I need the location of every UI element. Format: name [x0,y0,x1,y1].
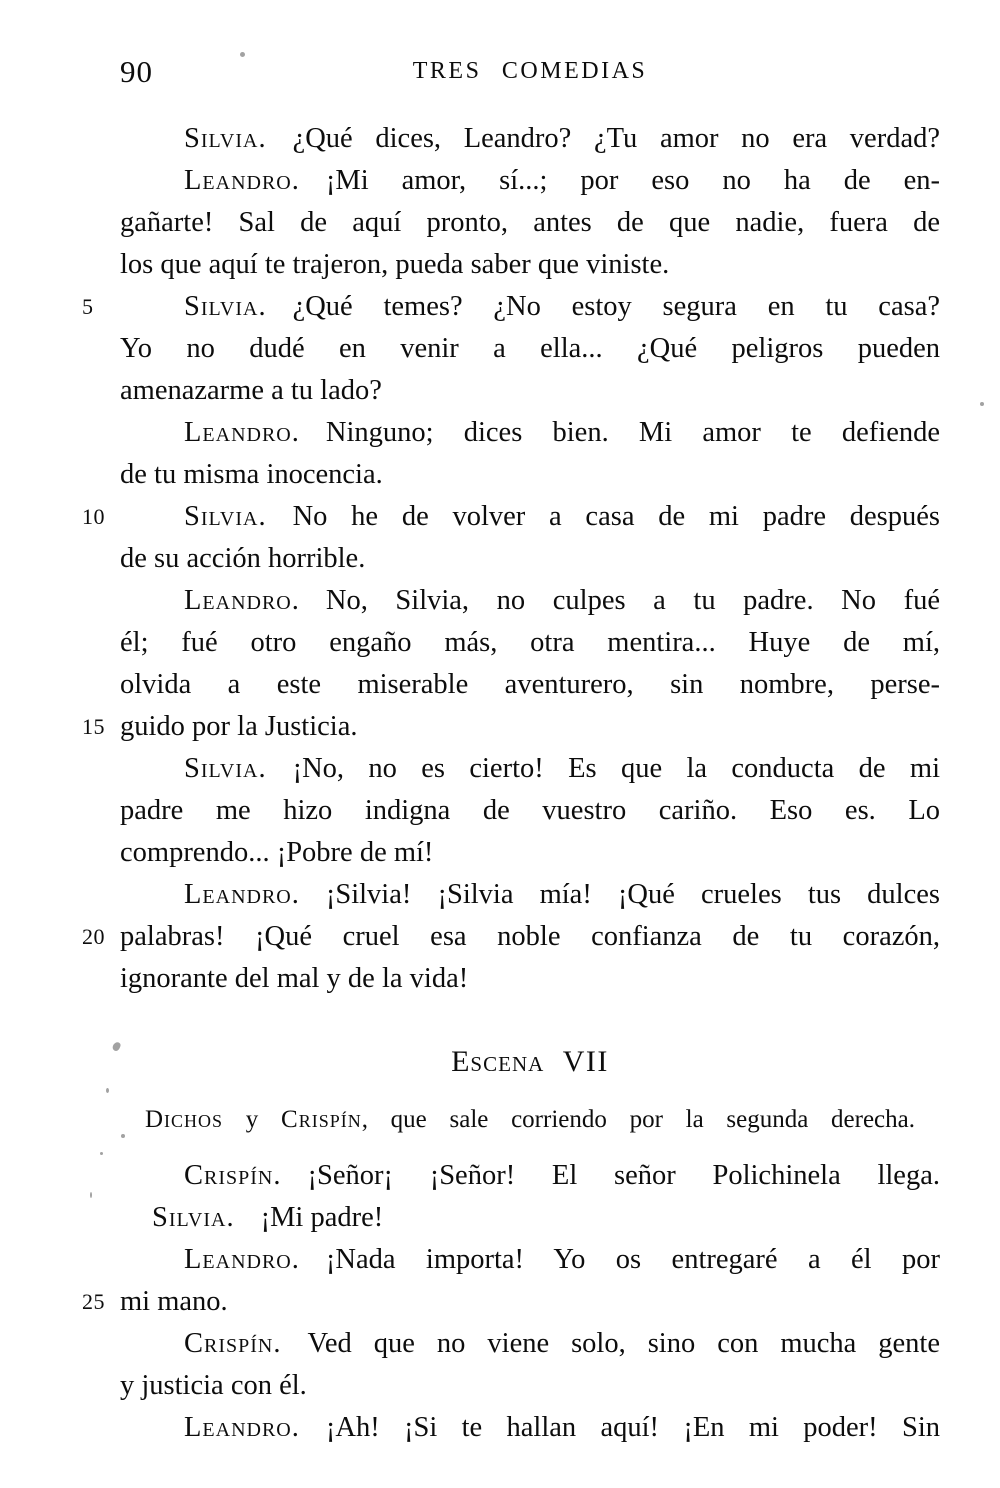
text-line [120,958,940,1000]
dialogue-text: palabras! ¡Qué cruel esa noble confianza de tu corazón, [120,921,940,952]
dialogue-text: padre me hizo indigna de vuestro cariño. Eso es. Lo [120,795,940,826]
speaker-name: Leandro. [184,879,300,910]
line-content [152,165,940,196]
line-number: 10 [82,504,105,529]
dialogue-text: ¡Mi amor, sí...; por eso no ha de en- [325,165,940,196]
dialogue-text: ¡Mi padre! [260,1202,384,1233]
text-line [120,1239,940,1281]
line-number: 15 [82,714,105,739]
scan-speck [106,1088,109,1093]
dialogue-text: Yo no dudé en venir a ella... ¿Qué peligros pueden [120,333,940,364]
text-line [120,874,940,916]
speaker-name: Leandro. [184,417,300,448]
direction-text: , que sale corriendo por la segunda derecha. [361,1106,915,1133]
text-line [82,1281,940,1323]
dialogue-text: comprendo... ¡Pobre de mí! [120,837,434,868]
text-line [120,1323,940,1365]
line-content [120,963,468,994]
line-content [120,375,382,406]
line-content [120,669,940,700]
dialogue-text: No he de volver a casa de mi padre después [292,501,940,532]
text-line [82,706,940,748]
small-caps-name: Dichos [145,1106,224,1133]
page-number: 90 [120,54,153,89]
scan-speck [100,1152,103,1155]
line-content [120,543,365,574]
line-content [120,627,940,658]
line-content [152,501,940,532]
dialogue-text: olvida a este miserable aventurero, sin nombre, perse- [120,669,940,700]
small-caps-name: Crispín [281,1106,362,1133]
text-line [120,328,940,370]
line-content [120,249,669,280]
text-line [120,160,940,202]
line-content [120,1370,307,1401]
text-line [82,286,940,328]
dialogue-text: No, Silvia, no culpes a tu padre. No fué [325,585,940,616]
line-content [152,291,940,322]
dialogue-text: mi mano. [120,1286,228,1317]
text-line [120,412,940,454]
speaker-name: Silvia. [184,501,267,532]
text-line [120,748,940,790]
page-body [82,118,940,1449]
page-header [120,52,940,96]
speaker-name: Silvia. [184,291,267,322]
small-caps-name: Escena [451,1045,545,1078]
text-line [120,538,940,580]
line-content [120,795,940,826]
dialogue-text: ¡Ah! ¡Si te hallan aquí! ¡En mi poder! Sin [325,1412,940,1443]
text-line [120,1407,940,1449]
speaker-name: Silvia. [152,1202,235,1233]
line-content [152,585,940,616]
line-content [120,711,357,742]
speaker-name: Crispín. [184,1328,282,1359]
dialogue-text: él; fué otro engaño más, otra mentira... Huye de mí, [120,627,940,658]
speaker-name: Leandro. [184,585,300,616]
running-title: TRES COMEDIAS [412,58,648,84]
line-number: 20 [82,924,105,949]
speaker-name: Crispín. [184,1160,282,1191]
dialogue-text: Ved que no viene solo, sino con mucha gente [307,1328,940,1359]
scan-speck [121,1134,125,1138]
dialogue-text: Ninguno; dices bien. Mi amor te defiende [325,417,940,448]
line-content [152,753,940,784]
direction-text: VII [544,1045,609,1078]
line-content [120,1286,228,1317]
line-content [120,207,940,238]
text-line [120,790,940,832]
stage-direction [145,1100,915,1140]
line-content [152,1160,940,1191]
dialogue-text: gañarte! Sal de aquí pronto, antes de que nadie, fuera de [120,207,940,238]
line-number: 5 [82,294,94,319]
text-line [120,832,940,874]
line-number: 25 [82,1289,105,1314]
text-line [120,202,940,244]
dialogue-text: los que aquí te trajeron, pueda saber que viniste. [120,249,670,280]
dialogue-text: ¡Nada importa! Yo os entregaré a él por [325,1244,940,1275]
text-line [120,244,940,286]
line-content [152,1328,940,1359]
text-line [120,622,940,664]
line-content [152,417,940,448]
speaker-name: Leandro. [184,165,300,196]
speaker-name: Leandro. [184,1412,300,1443]
text-line [120,1155,940,1197]
line-content [152,1412,940,1443]
dialogue-text: ignorante del mal y de la vida! [120,963,469,994]
text-line [82,496,940,538]
scene-heading [120,1040,940,1084]
text-line [120,1365,940,1407]
text-line [120,1197,940,1239]
line-content [120,921,940,952]
dialogue-text: de tu misma inocencia. [120,459,383,490]
dialogue-text: amenazarme a tu lado? [120,375,382,406]
line-content [120,837,433,868]
text-line [82,916,940,958]
line-content [152,879,940,910]
text-line [120,454,940,496]
dialogue-text: ¿Qué temes? ¿No estoy segura en tu casa? [292,291,940,322]
dialogue-text: y justicia con él. [120,1370,307,1401]
line-content [120,333,940,364]
speaker-name: Leandro. [184,1244,300,1275]
scan-speck [240,52,245,57]
dialogue-text: ¿Qué dices, Leandro? ¿Tu amor no era verdad? [292,123,940,154]
direction-text: y [223,1106,282,1133]
dialogue-text: ¡Silvia! ¡Silvia mía! ¡Qué crueles tus dulces [325,879,940,910]
block-gap [120,1140,940,1155]
text-line [120,580,940,622]
dialogue-text: de su acción horrible. [120,543,366,574]
line-content [152,1244,940,1275]
line-content [120,1202,383,1233]
scan-speck [90,1192,92,1198]
dialogue-text: ¡Señor¡ ¡Señor! El señor Polichinela llega. [307,1160,940,1191]
line-content [152,123,940,154]
line-content [120,459,383,490]
text-line [120,118,940,160]
speaker-name: Silvia. [184,753,267,784]
scan-speck [980,402,984,406]
dialogue-text: guido por la Justicia. [120,711,358,742]
dialogue-text: ¡No, no es cierto! Es que la conducta de mi [292,753,940,784]
text-line [120,664,940,706]
text-line [120,370,940,412]
speaker-name: Silvia. [184,123,267,154]
